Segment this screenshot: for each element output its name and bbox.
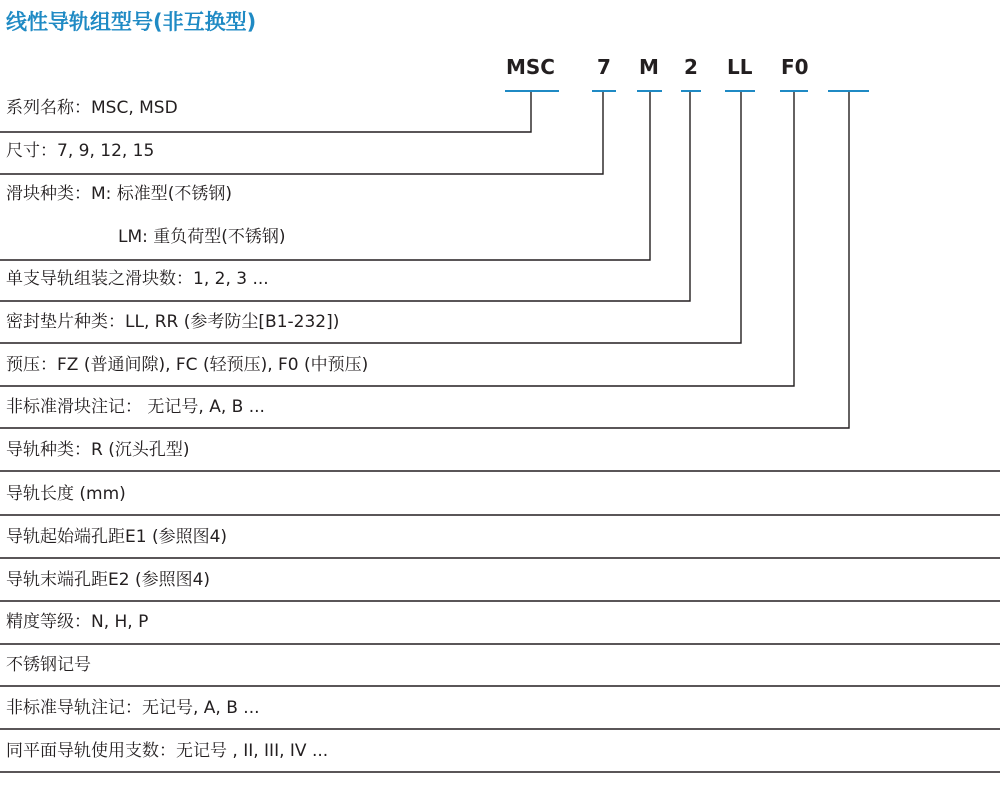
code-part-block-count: 2 [684,55,698,79]
row-block-count: 单支导轨组装之滑块数：1, 2, 3 ... [6,269,269,289]
row-seal: 密封垫片种类：LL, RR (参考防尘[B1-232]) [6,312,340,332]
row-preload: 预压：FZ (普通间隙), FC (轻预压), F0 (中预压) [6,355,369,375]
row-accuracy: 精度等级：N, H, P [6,612,149,632]
row-rail-e1: 导轨起始端孔距E1 (参照图4) [6,527,228,547]
code-part-size: 7 [597,55,611,79]
code-part-seal: LL [727,55,753,79]
row-rail-e2: 导轨末端孔距E2 (参照图4) [6,570,211,590]
row-stainless: 不锈钢记号 [6,655,91,675]
diagram-title: 线性导轨组型号(非互换型) [6,10,257,34]
row-block-type-lm: LM: 重负荷型(不锈钢) [118,227,286,247]
row-block-type: 滑块种类：M: 标准型(不锈钢) [6,184,233,204]
code-part-block-type: M [639,55,659,79]
row-size: 尺寸：7, 9, 12, 15 [6,141,155,161]
row-series: 系列名称：MSC, MSD [6,98,178,118]
row-rail-length: 导轨长度 (mm) [6,484,126,504]
row-rail-type: 导轨种类：R (沉头孔型) [6,440,190,460]
row-rails-per-plane: 同平面导轨使用支数：无记号 , II, III, IV ... [6,741,329,761]
code-part-series: MSC [506,55,555,79]
row-nonstandard-block: 非标准滑块注记： 无记号, A, B ... [6,397,265,417]
leader-seal [0,92,741,343]
row-nonstandard-rail: 非标准导轨注记：无记号, A, B ... [6,698,260,718]
code-part-preload: F0 [781,55,809,79]
